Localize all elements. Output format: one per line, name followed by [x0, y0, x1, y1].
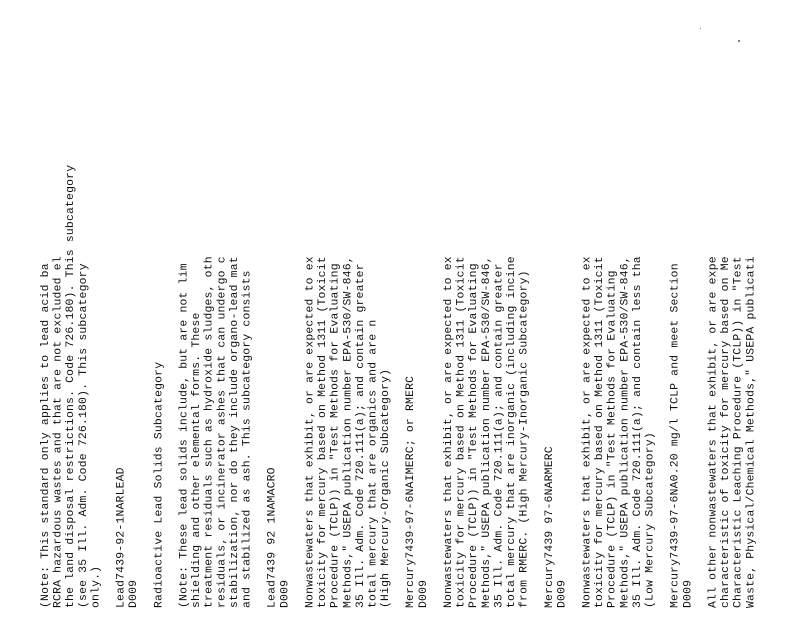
block-spacer	[569, 8, 582, 608]
text-line: Lead7439 92 1NAMACRO	[266, 467, 279, 608]
text-line: only.)	[90, 565, 103, 608]
text-block	[405, 8, 430, 608]
text-line: Procedure (TCLP)) in "Test Methods for Evaluating	[468, 263, 481, 608]
text-block	[116, 8, 141, 608]
scan-speck	[700, 28, 701, 29]
text-line: the land disposal restrictions. Code 726.180). This subcategory	[65, 164, 78, 608]
text-block	[707, 8, 757, 608]
block-spacer	[141, 8, 154, 608]
text-line: stabilization, nor do they include organo-lead mat	[228, 256, 241, 608]
text-line: RCRA hazardous wastes and that are not excluded el	[52, 256, 65, 608]
text-line: Characteristic Leaching Procedure (TCLP)) in "Test	[732, 256, 745, 608]
text-line: Mercury7439-97-6NA0.20 mg/l TCLP and meet Section	[669, 263, 682, 608]
text-line: D009	[417, 579, 430, 608]
text-line: and stabilized as ash. This subcategory consists	[241, 270, 254, 608]
block-spacer	[695, 8, 708, 608]
block-spacer	[531, 8, 544, 608]
text-line: treatment residuals such as hydroxide sludges, oth	[203, 256, 216, 608]
text-line: Mercury7439-97-6NAIMERC; or RMERC	[405, 375, 418, 608]
block-spacer	[430, 8, 443, 608]
text-line: residuals, or incinerator ashes that can undergo c	[216, 256, 229, 608]
text-line: Waste, Physical/Chemical Methods," USEPA publicati	[745, 256, 758, 608]
text-block	[582, 8, 658, 608]
text-block	[179, 8, 255, 608]
text-line: shielding and other elemental forms. These	[191, 312, 204, 608]
block-spacer	[103, 8, 116, 608]
text-block	[670, 8, 695, 608]
text-line: Mercury7439 97-6NARMERC	[543, 446, 556, 608]
text-block	[443, 8, 531, 608]
text-line: D009	[556, 579, 569, 608]
text-line: (see 35 Ill. Adm. Code 726.180). This subcategory	[77, 263, 90, 608]
text-line: Procedure (TCLP) in "Test Methods for Evaluating	[606, 270, 619, 608]
text-line: (Note: This standard only applies to lead acid ba	[40, 263, 52, 608]
text-line: Nonwastewaters that exhibit, or are expected to ex	[581, 256, 594, 608]
text-line: toxicity for mercury based on Method 1311 (Toxicit	[317, 256, 330, 608]
text-line: (High Mercury-Organic Subcategory)	[380, 368, 393, 608]
text-line: Nonwastewaters that exhibit, or are expected to ex	[304, 256, 317, 608]
text-block	[304, 8, 392, 608]
scan-speck	[738, 40, 740, 42]
block-spacer	[292, 8, 305, 608]
block-spacer	[166, 8, 179, 608]
text-line: from RMERC. (High Mercury-Inorganic Subcategory)	[518, 270, 531, 608]
text-line: Methods," USEPA publication number EPA-530/SW-846,	[342, 256, 355, 608]
text-line: toxicity for mercury based on Method 1311 (Toxicit	[455, 256, 468, 608]
text-line: Nonwastewaters that exhibit, or are expected to ex	[443, 256, 455, 608]
block-spacer	[254, 8, 267, 608]
text-block	[544, 8, 569, 608]
text-line: (Note: These lead solids include, but are not lim	[178, 263, 191, 608]
text-block	[267, 8, 292, 608]
text-block	[40, 8, 103, 608]
text-line: All other nonwastewaters that exhibit, or are expe	[707, 256, 720, 608]
text-line: 35 Ill. Adm. Code 720.111(a); and contain greater	[354, 263, 367, 608]
text-line: Methods," USEPA publication number EPA-530/SW-846,	[619, 256, 632, 608]
rotated-text-body	[40, 8, 758, 608]
text-line: 35 Ill. Adm. Code 720.111(a); and contain less tha	[631, 256, 644, 608]
text-line: Methods," USEPA publication number EPA-530/SW-846,	[480, 256, 493, 608]
text-line: D009	[682, 579, 695, 608]
text-line: Radioactive Lead Solids Subcategory	[153, 361, 166, 608]
text-line: total mercury that are organics and are n	[367, 319, 380, 608]
text-line: Procedure (TCLP)) in "Test Methods for Evaluating	[329, 263, 342, 608]
block-spacer	[393, 8, 406, 608]
text-line: Lead7439-92-1NARLEAD	[115, 467, 128, 608]
text-line: characteristic of toxicity for mercury based on Me	[720, 256, 733, 608]
text-line: total mercury that are inorganic (including incine	[505, 256, 518, 608]
text-line: D009	[128, 579, 141, 608]
text-line: D009	[279, 579, 292, 608]
text-line: 35 Ill. Adm. Code 720.111(a); and contain greater	[493, 263, 506, 608]
text-block	[153, 8, 166, 608]
text-line: toxicity for mercury based on Method 1311 (Toxicit	[594, 256, 607, 608]
block-spacer	[657, 8, 670, 608]
text-line: (Low Mercury Subcategory)	[644, 432, 657, 608]
